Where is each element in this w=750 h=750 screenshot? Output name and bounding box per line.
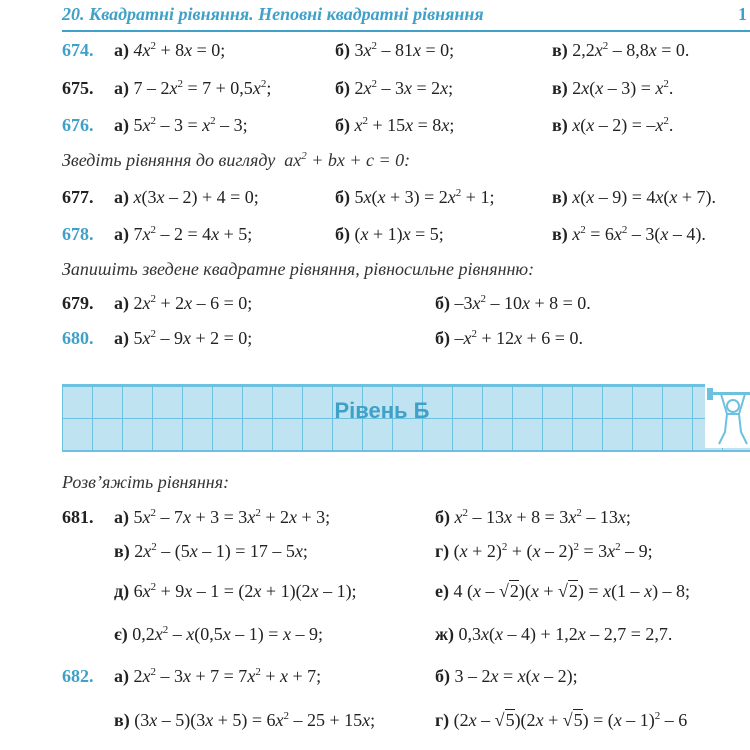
- problem-680: 680. а) $5x^2 - 9x + 2 = 0$; б) $-x^2 + 12x + 6 = 0$.: [62, 328, 583, 348]
- problem-676: 676. а) $5x^2 - 3 = x^2 - 3$; б) $x^2 + 15x = 8x$; в) $x(x - 2) = -x^2$.: [62, 115, 674, 135]
- instruction-reduced-form: Запишіть зведене квадратне рівняння, рівносильне рівнянню:: [62, 259, 535, 279]
- problem-682-v: в) $(3x - 5)(3x + 5) = 6x^2 - 25 + 15x$; г) (2x – √5)(2x + √5) = (x – 1)$^2$ – 6: [114, 710, 688, 730]
- problem-674: 674. а) $4x^2 + 8x = 0$; б) $3x^2 - 81x = 0$; в) $2,2x^2 - 8,8x = 0$.: [62, 40, 690, 60]
- problem-675: 675. а) $7 - 2x^2 = 7 + 0,5x^2$; б) $2x^2 - 3x = 2x$; в) $2x(x - 3) = x^2$.: [62, 78, 674, 98]
- problem-number: 675.: [62, 78, 94, 98]
- problem-number: 680.: [62, 328, 94, 348]
- section-title: 20. Квадратні рівняння. Неповні квадратні рівняння: [62, 4, 484, 24]
- instruction-solve: Розв’яжіть рівняння:: [62, 472, 230, 492]
- problem-number: 674.: [62, 40, 94, 60]
- instruction-standard-form: Зведіть рівняння до вигляду $ax^2$ + bx + c = 0:: [62, 150, 411, 170]
- problem-number: 681.: [62, 507, 94, 527]
- problem-681-v: в) $2x^2 - (5x - 1) = 17 - 5x$; г) $(x + 2)^2 + (x - 2)^2 = 3x^2 - 9$;: [114, 541, 653, 561]
- page-number: 1: [738, 4, 747, 24]
- problem-number: 678.: [62, 224, 94, 244]
- problem-number: 682.: [62, 666, 94, 686]
- problem-677: 677. а) x(3x – 2) + 4 = 0; б) $5x(x + 3) = 2x^2 + 1$; в) x(x – 9) = 4x(x + 7).: [62, 187, 717, 207]
- problem-681: 681. а) $5x^2 - 7x + 3 = 3x^2 + 2x + 3$; б) $x^2 - 13x + 8 = 3x^2 - 13x$;: [62, 507, 631, 527]
- problem-678: 678. а) $7x^2 - 2 = 4x + 5$; б) (x + 1)x = 5; в) $x^2 = 6x^2 - 3(x - 4)$.: [62, 224, 706, 244]
- weightlifter-icon: [705, 384, 750, 448]
- header-divider: [62, 30, 750, 32]
- problem-681-d: д) $6x^2 + 9x - 1 = (2x + 1)(2x - 1)$; е) 4 (x – √2)(x + √2) = x(1 – x) – 8;: [114, 581, 691, 601]
- problem-682: 682. а) $2x^2 - 3x + 7 = 7x^2 + x + 7$; б) 3 – 2x = x(x – 2);: [62, 666, 578, 686]
- problem-number: 676.: [62, 115, 94, 135]
- problem-681-ye: є) $0,2x^2 - x(0,5x - 1) = x - 9$; ж) 0,3x(x – 4) + 1,2x – 2,7 = 2,7.: [114, 624, 673, 644]
- problem-679: 679. а) $2x^2 + 2x - 6 = 0$; б) $-3x^2 - 10x + 8 = 0$.: [62, 293, 591, 313]
- level-title: Рівень Б: [334, 398, 430, 423]
- problem-number: 679.: [62, 293, 94, 313]
- problem-number: 677.: [62, 187, 94, 207]
